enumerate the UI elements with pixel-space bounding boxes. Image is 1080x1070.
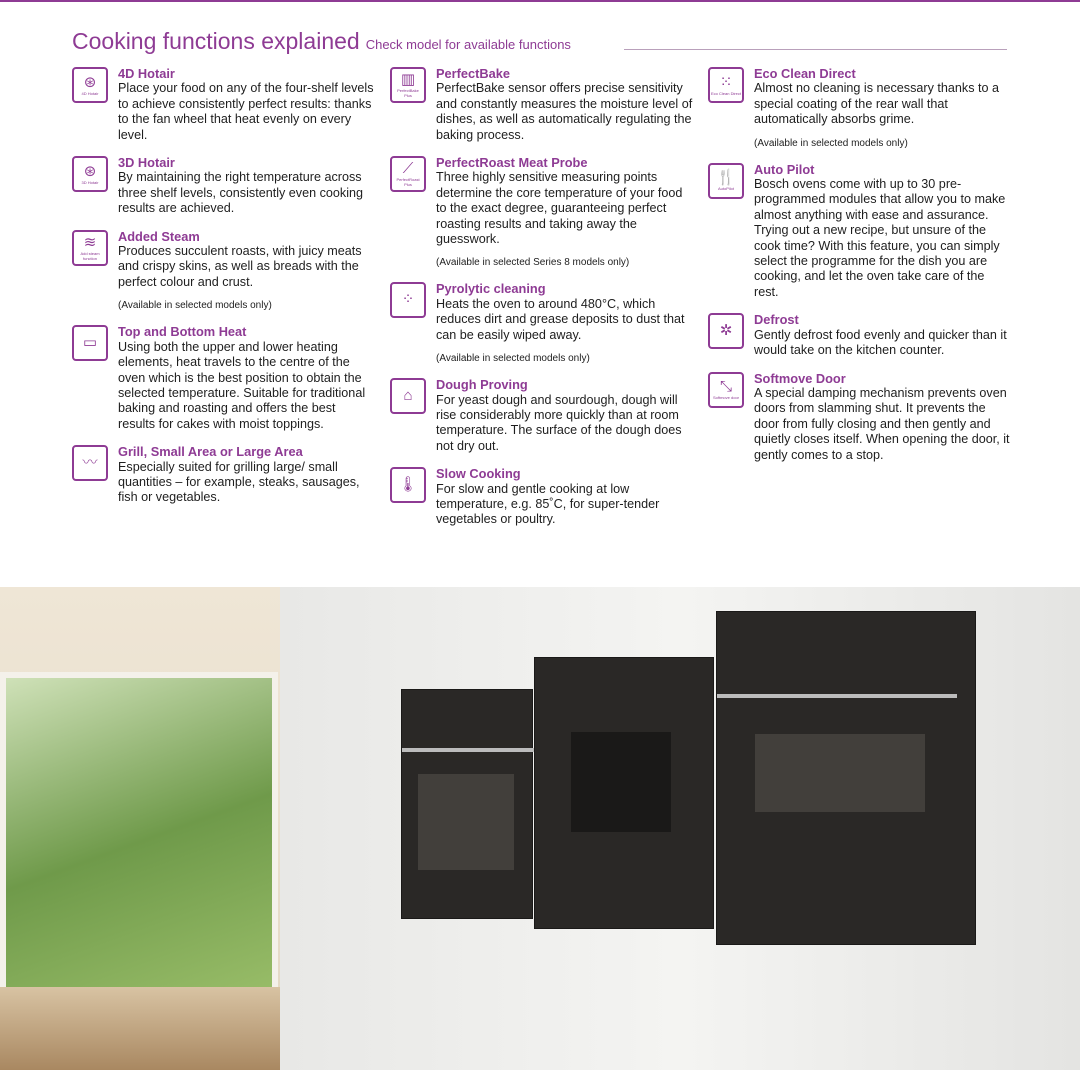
function-item (708, 312, 1012, 358)
availability-note: (Available in selected Series 8 models only) (436, 257, 630, 269)
eco-clean-icon: ⁙ Eco Clean Direct (708, 67, 744, 103)
function-item (390, 281, 694, 365)
function-title: 4D Hotair (118, 66, 175, 81)
icon-label: AutoPilot (717, 186, 734, 192)
oven-right (716, 611, 976, 945)
function-item (708, 162, 1012, 301)
function-title: Top and Bottom Heat (118, 324, 247, 340)
function-item (708, 66, 1012, 150)
availability-note: (Available in selected models only) (118, 300, 272, 312)
grill-icon: 〰 (72, 445, 108, 481)
functions-column-3 (708, 66, 1012, 475)
function-title: Slow Cooking (436, 466, 521, 482)
function-item (72, 229, 374, 313)
icon-label: 4D Hotair (81, 90, 99, 96)
function-description: Bosch ovens come with up to 30 pre-programmed modules that allow you to make almost anything with ease and assurance. Trying out a new recipe, but unsure of the cook time? With this feature, you can simply select the programme for the dish you are cooking, and let the oven take care of the rest. (754, 177, 1006, 299)
perfectbake-icon: ▥ PerfectBake Plus (390, 67, 426, 103)
thermometer-icon: 🌡 (390, 467, 426, 503)
function-description: Place your food on any of the four-shelf levels to achieve consistently perfect results: thanks to the fan wheel that heat evenly on every level. (118, 81, 374, 142)
function-description: Produces succulent roasts, with juicy meats and crispy skins, as well as breads with the perfect colour and crust. (118, 244, 362, 289)
function-item (390, 377, 694, 454)
icon-label: Add steam function (80, 250, 100, 261)
pyrolytic-icon: ⁘ (390, 282, 426, 318)
function-title: Softmove Door (754, 370, 846, 386)
function-item (72, 155, 374, 217)
function-description: Gently defrost food evenly and quicker than it would take on the kitchen counter. (754, 327, 1007, 358)
functions-column-2 (390, 66, 694, 540)
function-title: Defrost (754, 312, 799, 328)
meat-probe-icon: ⟋ PerfectRoast Plus (390, 156, 426, 192)
top-rule (0, 0, 1080, 2)
function-description: Almost no cleaning is necessary thanks to a special coating of the rear wall that automatically absorbs grime. (754, 81, 1000, 127)
function-description: Heats the oven to around 480°C, which reduces dirt and grease deposits to dust that can be easily wiped away. (436, 296, 685, 342)
icon-label: Softmove door (712, 395, 739, 400)
function-title: Pyrolytic cleaning (436, 281, 546, 297)
function-description: A special damping mechanism prevents oven doors from slamming shut. It prevents the door from fully closing and then gently and quietly closes itself. When opening the door, it gently comes to a stop. (754, 385, 1010, 462)
fan-icon: ⊛ 4D Hotair (72, 67, 108, 103)
functions-column-1 (72, 66, 374, 518)
function-title: Auto Pilot (754, 161, 815, 177)
function-item (72, 444, 374, 506)
top-bottom-heat-icon: ▭ (72, 325, 108, 361)
oven-left (401, 689, 533, 919)
function-title: 3D Hotair (118, 155, 175, 171)
icon-label: PerfectBake Plus (397, 88, 419, 98)
function-description: Especially suited for grilling large/ small quantities – for example, steaks, sausages, fish or vegetables. (118, 459, 360, 505)
function-title: Grill, Small Area or Large Area (118, 444, 303, 460)
cutlery-icon: 🍴 AutoPilot (708, 163, 744, 199)
coffee-machine (534, 657, 714, 929)
availability-note: (Available in selected models only) (436, 353, 590, 365)
function-description: By maintaining the right temperature across three shelf levels, consistently even cooking results are achieved. (118, 170, 364, 216)
kitchen-photo (0, 587, 1080, 1070)
fan-icon: ⊛ 3D Hotair (72, 156, 108, 192)
icon-label: PerfectRoast Plus (396, 177, 420, 188)
function-title: PerfectRoast Meat Probe (436, 155, 588, 171)
defrost-icon: ✲ (708, 313, 744, 349)
function-item (72, 66, 374, 143)
steam-icon: ≋ Add steam function (72, 230, 108, 266)
function-description: Using both the upper and lower heating elements, heat travels to the centre of the oven which is the best position to obtain the selected temperature. Suitable for traditional baking and roasting and offers the best results for cakes with moist toppings. (118, 339, 366, 431)
page-subtitle: Check model for available functions (365, 37, 571, 52)
window-glass (0, 672, 278, 1012)
function-item (390, 155, 694, 269)
function-item (72, 324, 374, 432)
icon-label: Eco Clean Direct (711, 90, 742, 96)
header-divider (624, 49, 1007, 50)
function-title: Added Steam (118, 228, 200, 244)
function-description: Three highly sensitive measuring points determine the core temperature of your food to the exact degree, guaranteeing perfect roasting results and taking away the guesswork. (436, 170, 683, 247)
function-title: Dough Proving (436, 377, 528, 393)
availability-note: (Available in selected models only) (754, 137, 908, 149)
function-item (390, 466, 694, 528)
function-description: For yeast dough and sourdough, dough will rise considerably more quickly than at room temperature. The surface of the dough does not dry out. (436, 392, 682, 453)
function-item (708, 371, 1012, 463)
title-text: Cooking functions explained (72, 28, 360, 54)
icon-label: 3D Hotair (81, 179, 99, 185)
function-item (390, 66, 694, 143)
function-title: PerfectBake (436, 66, 510, 81)
table (0, 987, 320, 1070)
function-description: For slow and gentle cooking at low temperature, e.g. 85˚C, for super-tender vegetables or poultry. (436, 481, 660, 527)
function-title: Eco Clean Direct (754, 66, 856, 81)
dough-proving-icon: ⌂ (390, 378, 426, 414)
page-title (72, 28, 571, 55)
softmove-door-icon: ⤡ Softmove door (708, 372, 744, 408)
function-description: PerfectBake sensor offers precise sensitivity and constantly measures the moisture level of dishes, as well as automatically regulating the baking process. (436, 81, 693, 142)
